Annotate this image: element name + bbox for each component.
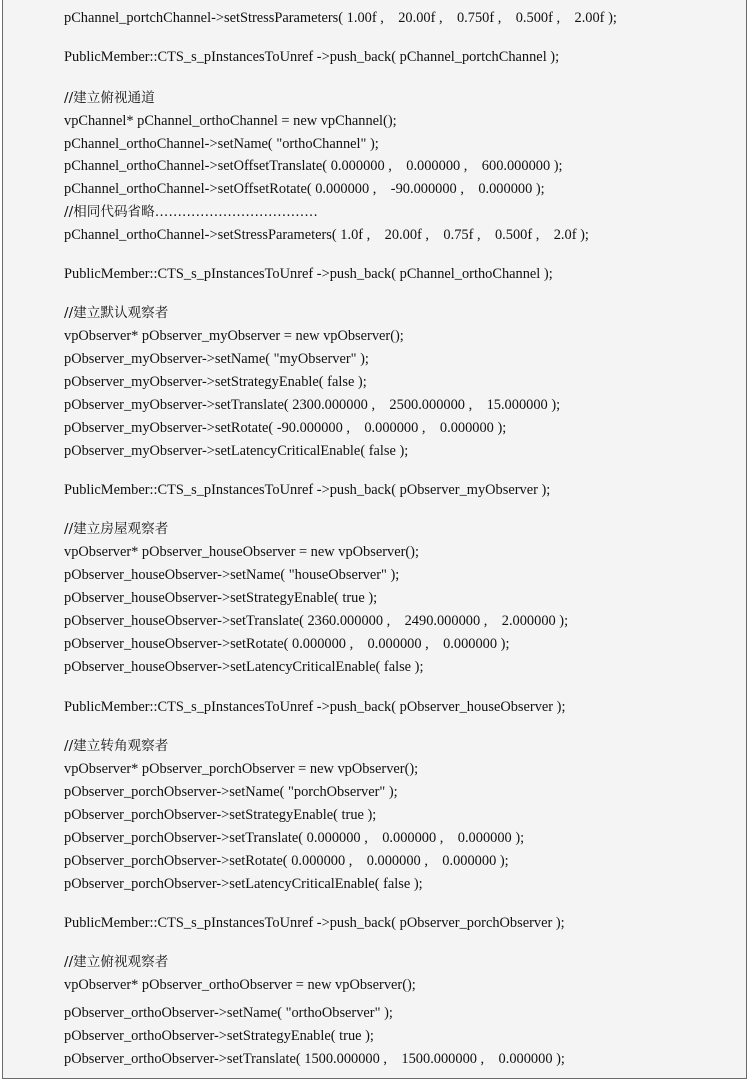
code-line: pObserver_orthoObserver->setName( "orthoObserver" ); — [64, 1005, 393, 1021]
code-line: pObserver_myObserver->setRotate( -90.000000 , 0.000000 , 0.000000 ); — [64, 420, 507, 436]
code-comment: //相同代码省略……………………………… — [64, 204, 318, 220]
code-line: pObserver_orthoObserver->setStrategyEnable( true ); — [64, 1028, 374, 1044]
code-line: pObserver_porchObserver->setRotate( 0.000000 , 0.000000 , 0.000000 ); — [64, 853, 509, 869]
code-line: pObserver_houseObserver->setTranslate( 2360.000000 , 2490.000000 , 2.000000 ); — [64, 613, 569, 629]
code-line: PublicMember::CTS_s_pInstancesToUnref ->push_back( pChannel_orthoChannel ); — [64, 266, 553, 282]
code-line: PublicMember::CTS_s_pInstancesToUnref ->push_back( pObserver_porchObserver ); — [64, 915, 565, 931]
code-line: vpObserver* pObserver_porchObserver = new vpObserver(); — [64, 761, 419, 777]
code-line: pObserver_houseObserver->setRotate( 0.000000 , 0.000000 , 0.000000 ); — [64, 636, 510, 652]
code-line: pChannel_orthoChannel->setName( "orthoChannel" ); — [64, 136, 379, 152]
code-line: pObserver_houseObserver->setName( "houseObserver" ); — [64, 567, 400, 583]
code-line: pObserver_porchObserver->setLatencyCriticalEnable( false ); — [64, 876, 423, 892]
code-line: pObserver_myObserver->setLatencyCriticalEnable( false ); — [64, 443, 409, 459]
code-line: PublicMember::CTS_s_pInstancesToUnref ->push_back( pObserver_myObserver ); — [64, 482, 551, 498]
code-comment: //建立俯视观察者 — [64, 954, 169, 970]
code-line: pChannel_orthoChannel->setOffsetRotate( 0.000000 , -90.000000 , 0.000000 ); — [64, 181, 545, 197]
code-line: vpObserver* pObserver_myObserver = new vpObserver(); — [64, 328, 404, 344]
code-line: pObserver_porchObserver->setStrategyEnable( true ); — [64, 807, 377, 823]
code-line: pObserver_porchObserver->setTranslate( 0.000000 , 0.000000 , 0.000000 ); — [64, 830, 525, 846]
code-line: pObserver_porchObserver->setName( "porchObserver" ); — [64, 784, 398, 800]
code-line: pChannel_orthoChannel->setStressParameters( 1.0f , 20.00f , 0.75f , 0.500f , 2.0f ); — [64, 227, 589, 243]
code-line: vpObserver* pObserver_orthoObserver = new vpObserver(); — [64, 977, 416, 993]
code-comment: //建立房屋观察者 — [64, 521, 169, 537]
code-line: pObserver_myObserver->setName( "myObserver" ); — [64, 351, 369, 367]
code-line: pChannel_orthoChannel->setOffsetTranslate( 0.000000 , 0.000000 , 600.000000 ); — [64, 158, 563, 174]
code-line: pObserver_houseObserver->setLatencyCriticalEnable( false ); — [64, 659, 424, 675]
code-line: pObserver_orthoObserver->setTranslate( 1500.000000 , 1500.000000 , 0.000000 ); — [64, 1051, 565, 1067]
code-line: vpObserver* pObserver_houseObserver = new vpObserver(); — [64, 544, 419, 560]
code-line: vpChannel* pChannel_orthoChannel = new vpChannel(); — [64, 113, 397, 129]
code-line: pObserver_myObserver->setTranslate( 2300.000000 , 2500.000000 , 15.000000 ); — [64, 397, 561, 413]
code-line: pObserver_myObserver->setStrategyEnable( false ); — [64, 374, 367, 390]
code-line: PublicMember::CTS_s_pInstancesToUnref ->push_back( pChannel_portchChannel ); — [64, 49, 560, 65]
code-line: pObserver_houseObserver->setStrategyEnable( true ); — [64, 590, 378, 606]
code-comment: //建立转角观察者 — [64, 738, 169, 754]
code-line: pChannel_portchChannel->setStressParameters( 1.00f , 20.00f , 0.750f , 0.500f , 2.00f ); — [64, 10, 617, 26]
code-comment: //建立默认观察者 — [64, 305, 169, 321]
code-line: PublicMember::CTS_s_pInstancesToUnref ->push_back( pObserver_houseObserver ); — [64, 699, 566, 715]
code-listing-box — [2, 0, 747, 1079]
code-comment: //建立俯视通道 — [64, 90, 155, 106]
